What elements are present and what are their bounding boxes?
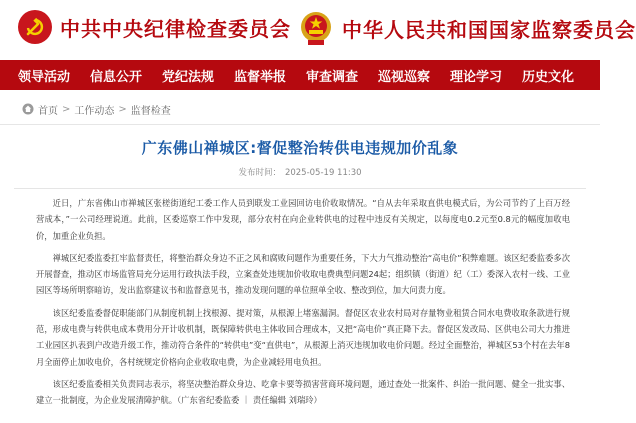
article-meta — [0, 166, 600, 178]
nav-item-report[interactable]: 监督举报 — [233, 69, 286, 85]
party-emblem-icon — [18, 10, 52, 44]
paragraph: 该区纪委监委督促职能部门从制度机制上找根源、提对策，从根源上堵塞漏洞。督促区农业农村局对存量物业租赁合同水电费收取条款进行规范，形成电费与转供电成本费用分开计收机制，既保障转供电主体收回合理成本，又把“高电价”真正降下去。督促区发改局、区供电公司大力推进工业园区扒表到户改造升级工作，推动符合条件的“转供电”变“直供电”，从根源上消灭违规加收电价问题。经过全面整治，禅城区53个村在去年8月全面停止加收电价，各村统规定价格向企业收取电费，为企业减轻用电负担。 — [36, 307, 570, 367]
breadcrumb-supervision[interactable]: 监督检查 — [130, 105, 171, 117]
publish-date: 2025-05-19 11:30 — [284, 168, 362, 178]
national-emblem-icon — [298, 8, 334, 48]
nav-item-investigation[interactable]: 审查调查 — [305, 69, 358, 85]
paragraph: 该区纪委监委相关负责同志表示，将坚决整治群众身边、吃拿卡要等损害营商环境问题，通过查处一批案件、纠治一批问题、健全一批实事、建立一批制度，为企业发展清障护航。（广东省纪委监委 ｜ 责任编辑 刘瑞玲） — [36, 378, 570, 406]
breadcrumb-home[interactable]: 首页 — [38, 105, 58, 117]
breadcrumb-separator: > — [62, 103, 71, 115]
article-title: 广东佛山禅城区:督促整治转供电违规加价乱象 — [141, 139, 459, 157]
article-body — [0, 195, 600, 409]
nav-item-inspection[interactable]: 巡视巡察 — [377, 69, 430, 85]
nav-item-leadership[interactable]: 领导活动 — [17, 69, 70, 85]
home-icon — [22, 103, 34, 115]
nav-item-study[interactable]: 理论学习 — [449, 69, 502, 85]
ccdi-brand[interactable] — [18, 10, 291, 44]
title-divider — [14, 188, 586, 189]
ccdi-title: 中共中央纪律检查委员会 — [60, 16, 291, 41]
nav-item-regulations[interactable]: 党纪法规 — [161, 69, 214, 85]
breadcrumb-work-news[interactable]: 工作动态 — [74, 105, 115, 117]
paragraph: 近日，广东省佛山市禅城区张槎街道纪工委工作人员到联发工业园回访电价收取情况。“自从去年采取直供电模式后，为公司节约了上百万经营成本，”一公司经理说道。此前，区委巡察工作中发现，部分农村在向企业转供电的过程中违反有关规定，以每度电0.2元至0.8元的幅度加收电价，加重企业负担。 — [36, 198, 570, 241]
breadcrumb — [0, 94, 600, 125]
publish-date-label: 发布时间： — [238, 168, 281, 178]
paragraph: 禅城区纪委监委扛牢监督责任，将整治群众身边不正之风和腐败问题作为重要任务，下大力气推动整治“高电价”积弊难题。该区纪委监委多次开展督查，推动区市场监管局充分运用行政执法手段，立案查处违规加价收取电费典型问题24起；组织镇（街道）纪（工）委深入农村一线、工业园区等场所明察暗访，发出监察建议书和监督意见书，推动发现问题的单位照单全收、整改到位，加大问责力度。 — [36, 252, 570, 296]
breadcrumb-separator: > — [118, 103, 127, 115]
nav-item-history[interactable]: 历史文化 — [521, 69, 574, 85]
nav-item-disclosure[interactable]: 信息公开 — [89, 69, 142, 85]
site-header — [0, 0, 636, 60]
nsc-brand[interactable] — [298, 8, 636, 48]
main-nav — [0, 60, 600, 90]
nsc-title: 中华人民共和国国家监察委员会 — [342, 17, 636, 42]
